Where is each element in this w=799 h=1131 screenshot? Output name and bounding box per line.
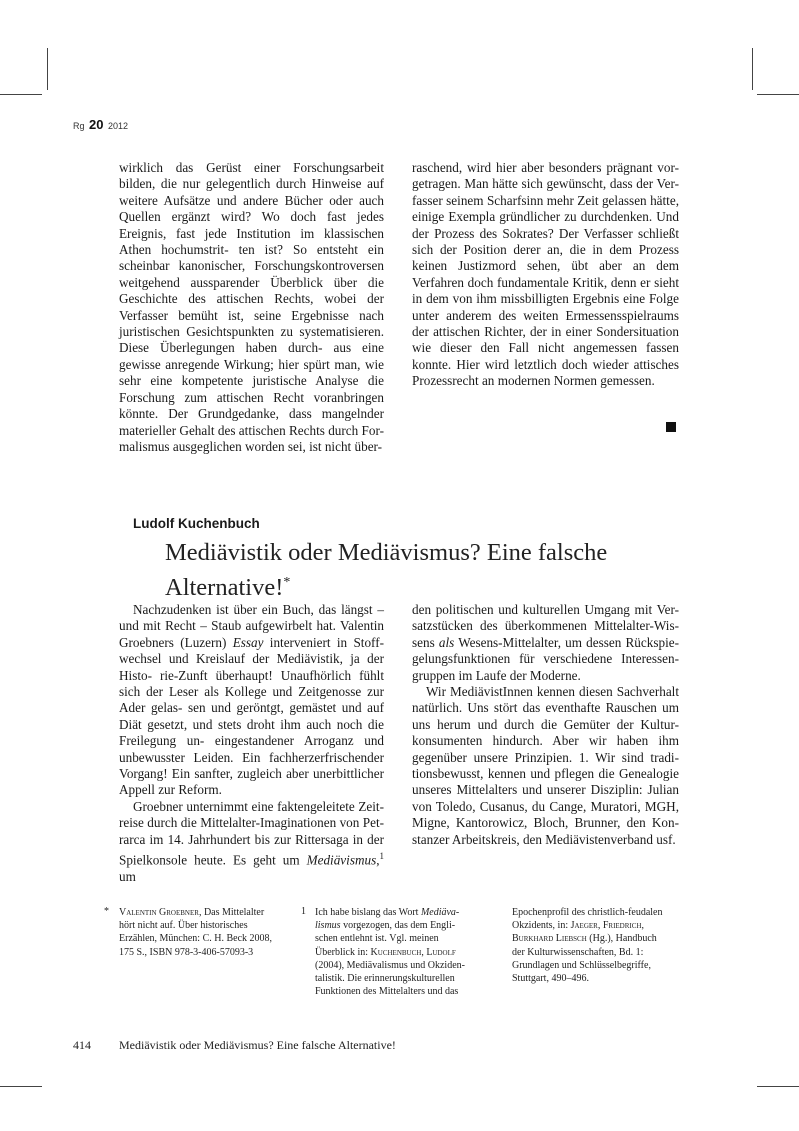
title-line-1: Mediävistik oder Mediävismus? Eine falsche bbox=[165, 539, 608, 566]
crop-mark bbox=[752, 48, 753, 90]
footnote-1: Ich habe bislang das Wort Mediäva- lismus vorgezogen, das dem Engli- schen entlehnt ist. Vgl. meinen Überblick in: Kuchenbuch, Ludolf (2004), Mediävalismus und Okziden- talistik. Die erinnerungskulturellen Funktionen des Mittelalters und das bbox=[315, 907, 465, 998]
article-paragraph-2: Groebner unternimmt eine faktengeleitete Zeit- reise durch die Mittelalter-Imaginationen von Pet- rarca im 14. Jahrhundert bis zur Rittersaga in der Spielkonsole heute. Es geht um Mediävismus,$^1$ um bbox=[119, 798, 384, 884]
footnote-star-mark: * bbox=[104, 906, 109, 917]
footnote-1-continued: Epochenprofil des christlich-feudalen Okzidents, in: Jaeger, Friedrich, Burkhard Liebsch (Hg.), Handbuch der Kulturwissenschaften, Bd. 1: Grundlagen und Schlüsselbegriffe, Stuttgart, 490–496. bbox=[512, 907, 663, 985]
running-title: Mediävistik oder Mediävismus? Eine falsche Alternative! bbox=[119, 1038, 396, 1052]
article-paragraph-1: Nachzudenken ist über ein Buch, das längst – und mit Recht – Staub aufgewirbelt hat. Valentin Groebners (Luzern) Essay interveniert in Stoff- wechsel und Kreislauf der Mediävistik, ja der Histo- rie-Zunft überhaupt! Unaufhörlich fühlt sich der Leser als Kollege und Zeitgenosse zur Ader gelas- sen und geröntgt, gemästet und auf Diät gesetzt, und stets droht ihm auch noch die Freilegung un- eingestandener Arroganz und unbewusster Leiden. Ein fachherzerfrischender Vorgang! Ein sanfter, zugleich aber unerbittlicher Appell zur Reform. bbox=[119, 602, 385, 798]
crop-mark bbox=[0, 94, 42, 95]
prev-col2-paragraph: raschend, wird hier aber besonders prägnant vor- getragen. Man hätte sich gewünscht, dass der Ver- fasser seinem Scharfsinn mehr Zeit gelassen hätte, einige Exempla gründlicher zu durchdenken. Und der Prozess des Sokrates? Der Verfasser schließt sich der Position derer an, die in dem Prozess keinen Justizmord sehen, übt aber an dem Verfahren doch fundamentale Kritik, denn er sieht in dem von ihm missbilligten Ergebnis eine Folge unter anderem des weiten Ermessensspielraums der attischen Richter, der in einer Sondersituation wie dieser den Fall nicht angemessen fassen konnte. Hier wird letztlich doch wieder attisches Prozessrecht an modernen Normen gemessen. bbox=[412, 160, 680, 389]
crop-mark bbox=[47, 48, 48, 90]
title-line-2: Alternative! bbox=[165, 574, 284, 602]
prev-article-col2 bbox=[412, 160, 679, 390]
crop-mark bbox=[757, 94, 799, 95]
article-col2 bbox=[412, 602, 679, 848]
end-of-article-square-icon bbox=[666, 422, 676, 432]
title-footnote-mark: * bbox=[283, 575, 291, 590]
page-number: 414 bbox=[73, 1038, 91, 1052]
journal-header bbox=[73, 117, 128, 132]
crop-mark bbox=[757, 1086, 799, 1087]
article-title bbox=[165, 538, 665, 603]
article-paragraph-4: Wir MediävistInnen kennen diesen Sachverhalt natürlich. Uns stört das eventhafte Rauschen um uns herum und durch die Gemüter der Kultur- konsumenten hindurch. Aber wir haben ihm gegenüber unsere Prinzipien. 1. Wir sind tradi- tionsbewusst, kennen und pflegen die Genealogie unseres Mittelalters und unserer Disziplin: Julian von Toledo, Cusanus, du Cange, Muratori, MGH, Migne, Kantorowicz, Bloch, Brunner, den Kon- stanzer Arbeitskreis, den Mediävistenverband usf. bbox=[412, 684, 679, 847]
prev-article-col1 bbox=[119, 160, 384, 455]
footnote-ref-1[interactable]: 1 bbox=[379, 851, 384, 862]
footnote-1-mark: 1 bbox=[301, 906, 306, 917]
year: 2012 bbox=[108, 121, 129, 131]
article-author: Ludolf Kuchenbuch bbox=[133, 516, 260, 531]
footnote-star: Valentin Groebner, Das Mittelalter hört nicht auf. Über historisches Erzählen, München: C. H. Beck 2008, 175 S., ISBN 978-3-406-57093-3 bbox=[119, 907, 273, 958]
article-col1 bbox=[119, 602, 384, 885]
volume-number: 20 bbox=[89, 117, 104, 132]
journal-abbr: Rg bbox=[73, 121, 85, 131]
prev-col1-paragraph: wirklich das Gerüst einer Forschungsarbeit bilden, die nur gelegentlich durch Hinweise auf weitere Aufsätze und andere Bücher oder auch Quellen ergänzt wird? Wo doch fast jedes Ereignis, fast jede Institution im klassischen Athen hochumstrit- ten ist? So entsteht ein scheinbar kanonischer, Forschungskontroversen weitgehend aussparender Überblick über die Geschichte des attischen Rechts, wobei der Verfasser bemüht ist, seine Ergebnisse nach juristischen Gesichtspunkten zu systematisieren. Diese Überlegungen haben durch- aus eine gewisse anregende Wirkung; hier spürt man, wie sehr eine kompetente juristische Analyse die Forschung zum attischen Recht voranbringen könnte. Der Grundgedanke, dass mangelnder materieller Gehalt des attischen Rechts durch For- malismus ausgeglichen worden sei, ist nicht über- bbox=[119, 160, 385, 454]
crop-mark bbox=[0, 1086, 42, 1087]
article-paragraph-3: den politischen und kulturellen Umgang mit Ver- satzstücken des überkommenen Mittelalter-Wis- sens als Wesens-Mittelalter, um dessen Rückspie- gelungsfunktionen für verschiedene Interessen- gruppen im Laufe der Moderne. bbox=[412, 602, 679, 683]
